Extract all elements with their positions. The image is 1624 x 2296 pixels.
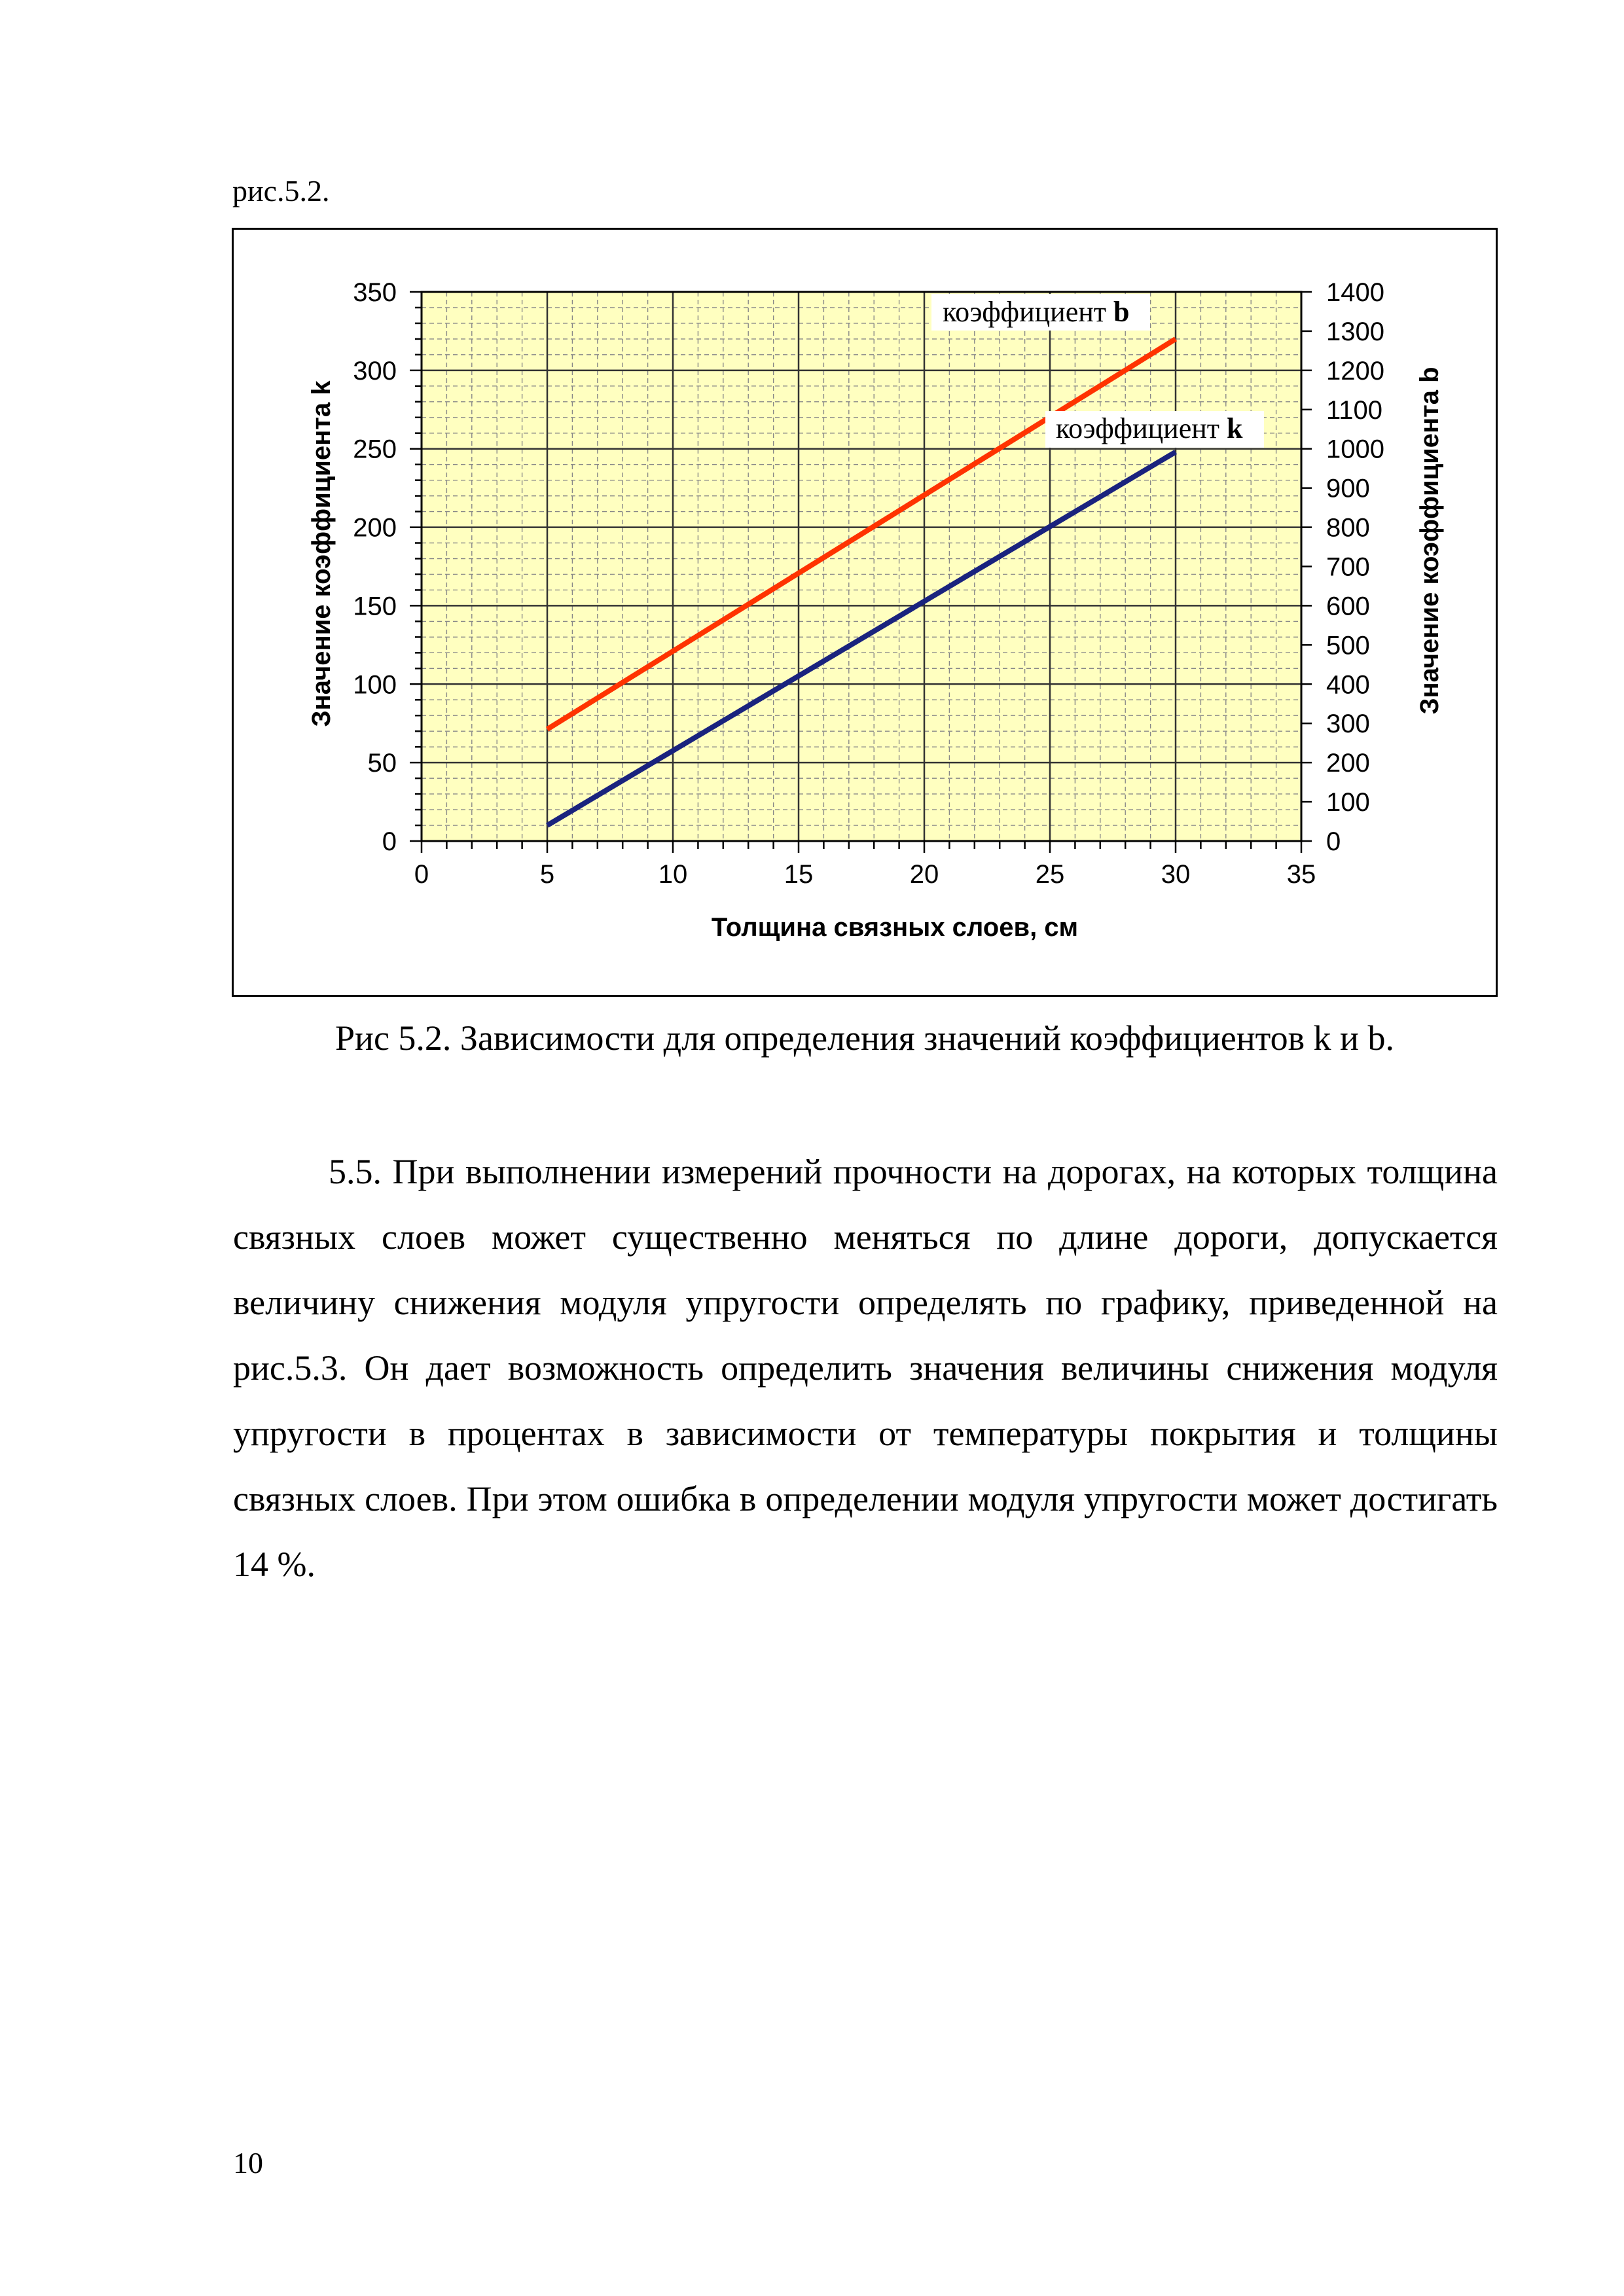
y-right-tick-label: 900 [1326, 474, 1370, 503]
y-left-tick-label: 50 [367, 749, 397, 778]
legend-b-prefix: коэффициент [943, 296, 1114, 328]
x-tick-label: 35 [1286, 860, 1316, 889]
y-right-tick-label: 0 [1326, 827, 1341, 856]
y-left-tick-label: 300 [353, 356, 397, 386]
svg-text:коэффициент k [1056, 412, 1243, 444]
y-right-tick-label: 1200 [1326, 356, 1384, 386]
y-left-tick-label: 0 [382, 827, 397, 856]
y-right-tick-label: 1100 [1326, 395, 1383, 425]
y-right-tick-label: 1000 [1326, 435, 1384, 464]
legend-label-k [1045, 411, 1264, 448]
x-tick-label: 20 [909, 860, 939, 889]
x-tick-label: 25 [1035, 860, 1065, 889]
y-left-tick-label: 250 [353, 435, 397, 464]
y-right-tick-label: 700 [1326, 552, 1370, 582]
x-tick-label: 10 [658, 860, 688, 889]
y-right-tick-label: 800 [1326, 513, 1370, 543]
y-right-tick-label: 1400 [1326, 278, 1384, 307]
y-left-tick-label: 200 [353, 513, 397, 543]
y-left-tick-label: 350 [353, 278, 397, 307]
page-number: 10 [233, 2146, 263, 2179]
chart-svg [234, 230, 1496, 995]
plot-area [422, 292, 1301, 841]
y-left-tick-label: 100 [353, 670, 397, 700]
x-tick-label: 30 [1161, 860, 1191, 889]
y-left-tick-label: 150 [353, 592, 397, 621]
legend-label-b [931, 294, 1150, 331]
svg-text:коэффициент b [943, 296, 1130, 328]
x-tick-label: 0 [414, 860, 429, 889]
y-right-tick-label: 300 [1326, 709, 1370, 739]
body-paragraph: 5.5. При выполнении измерений прочности на дорогах, на которых толщина связных слоев может существенно меняться по длине дороги, допускается величину снижения модуля упругости определять по графику, приведенной на рис.5.3. Он дает возможность определить значения величины снижения модуля упругости в процентах в зависимости от температуры покрытия и толщины связных слоев. При этом ошибка в определении модуля упругости может достигать 14 %. [233, 1152, 1498, 1584]
y-right-tick-label: 400 [1326, 670, 1370, 700]
chart-figure [232, 228, 1498, 997]
legend-b-letter: b [1113, 296, 1130, 328]
legend-k-prefix: коэффициент [1056, 412, 1227, 444]
y-axis-right-title: Значение коэффициента b [1415, 367, 1444, 715]
figure-caption: Рис 5.2. Зависимости для определения значений коэффициентов k и b. [335, 1018, 1394, 1058]
legend-k-letter: k [1227, 412, 1243, 444]
figure-reference: рис.5.2. [232, 174, 330, 207]
y-right-tick-label: 1300 [1326, 317, 1384, 346]
y-right-tick-label: 100 [1326, 788, 1370, 817]
y-right-tick-label: 500 [1326, 631, 1370, 660]
y-right-tick-label: 200 [1326, 749, 1370, 778]
x-axis-title: Толщина связных слоев, см [711, 913, 1079, 942]
x-tick-label: 5 [539, 860, 555, 889]
x-tick-label: 15 [784, 860, 814, 889]
y-axis-left-title: Значение коэффициента k [307, 380, 336, 727]
y-right-tick-label: 600 [1326, 592, 1370, 621]
